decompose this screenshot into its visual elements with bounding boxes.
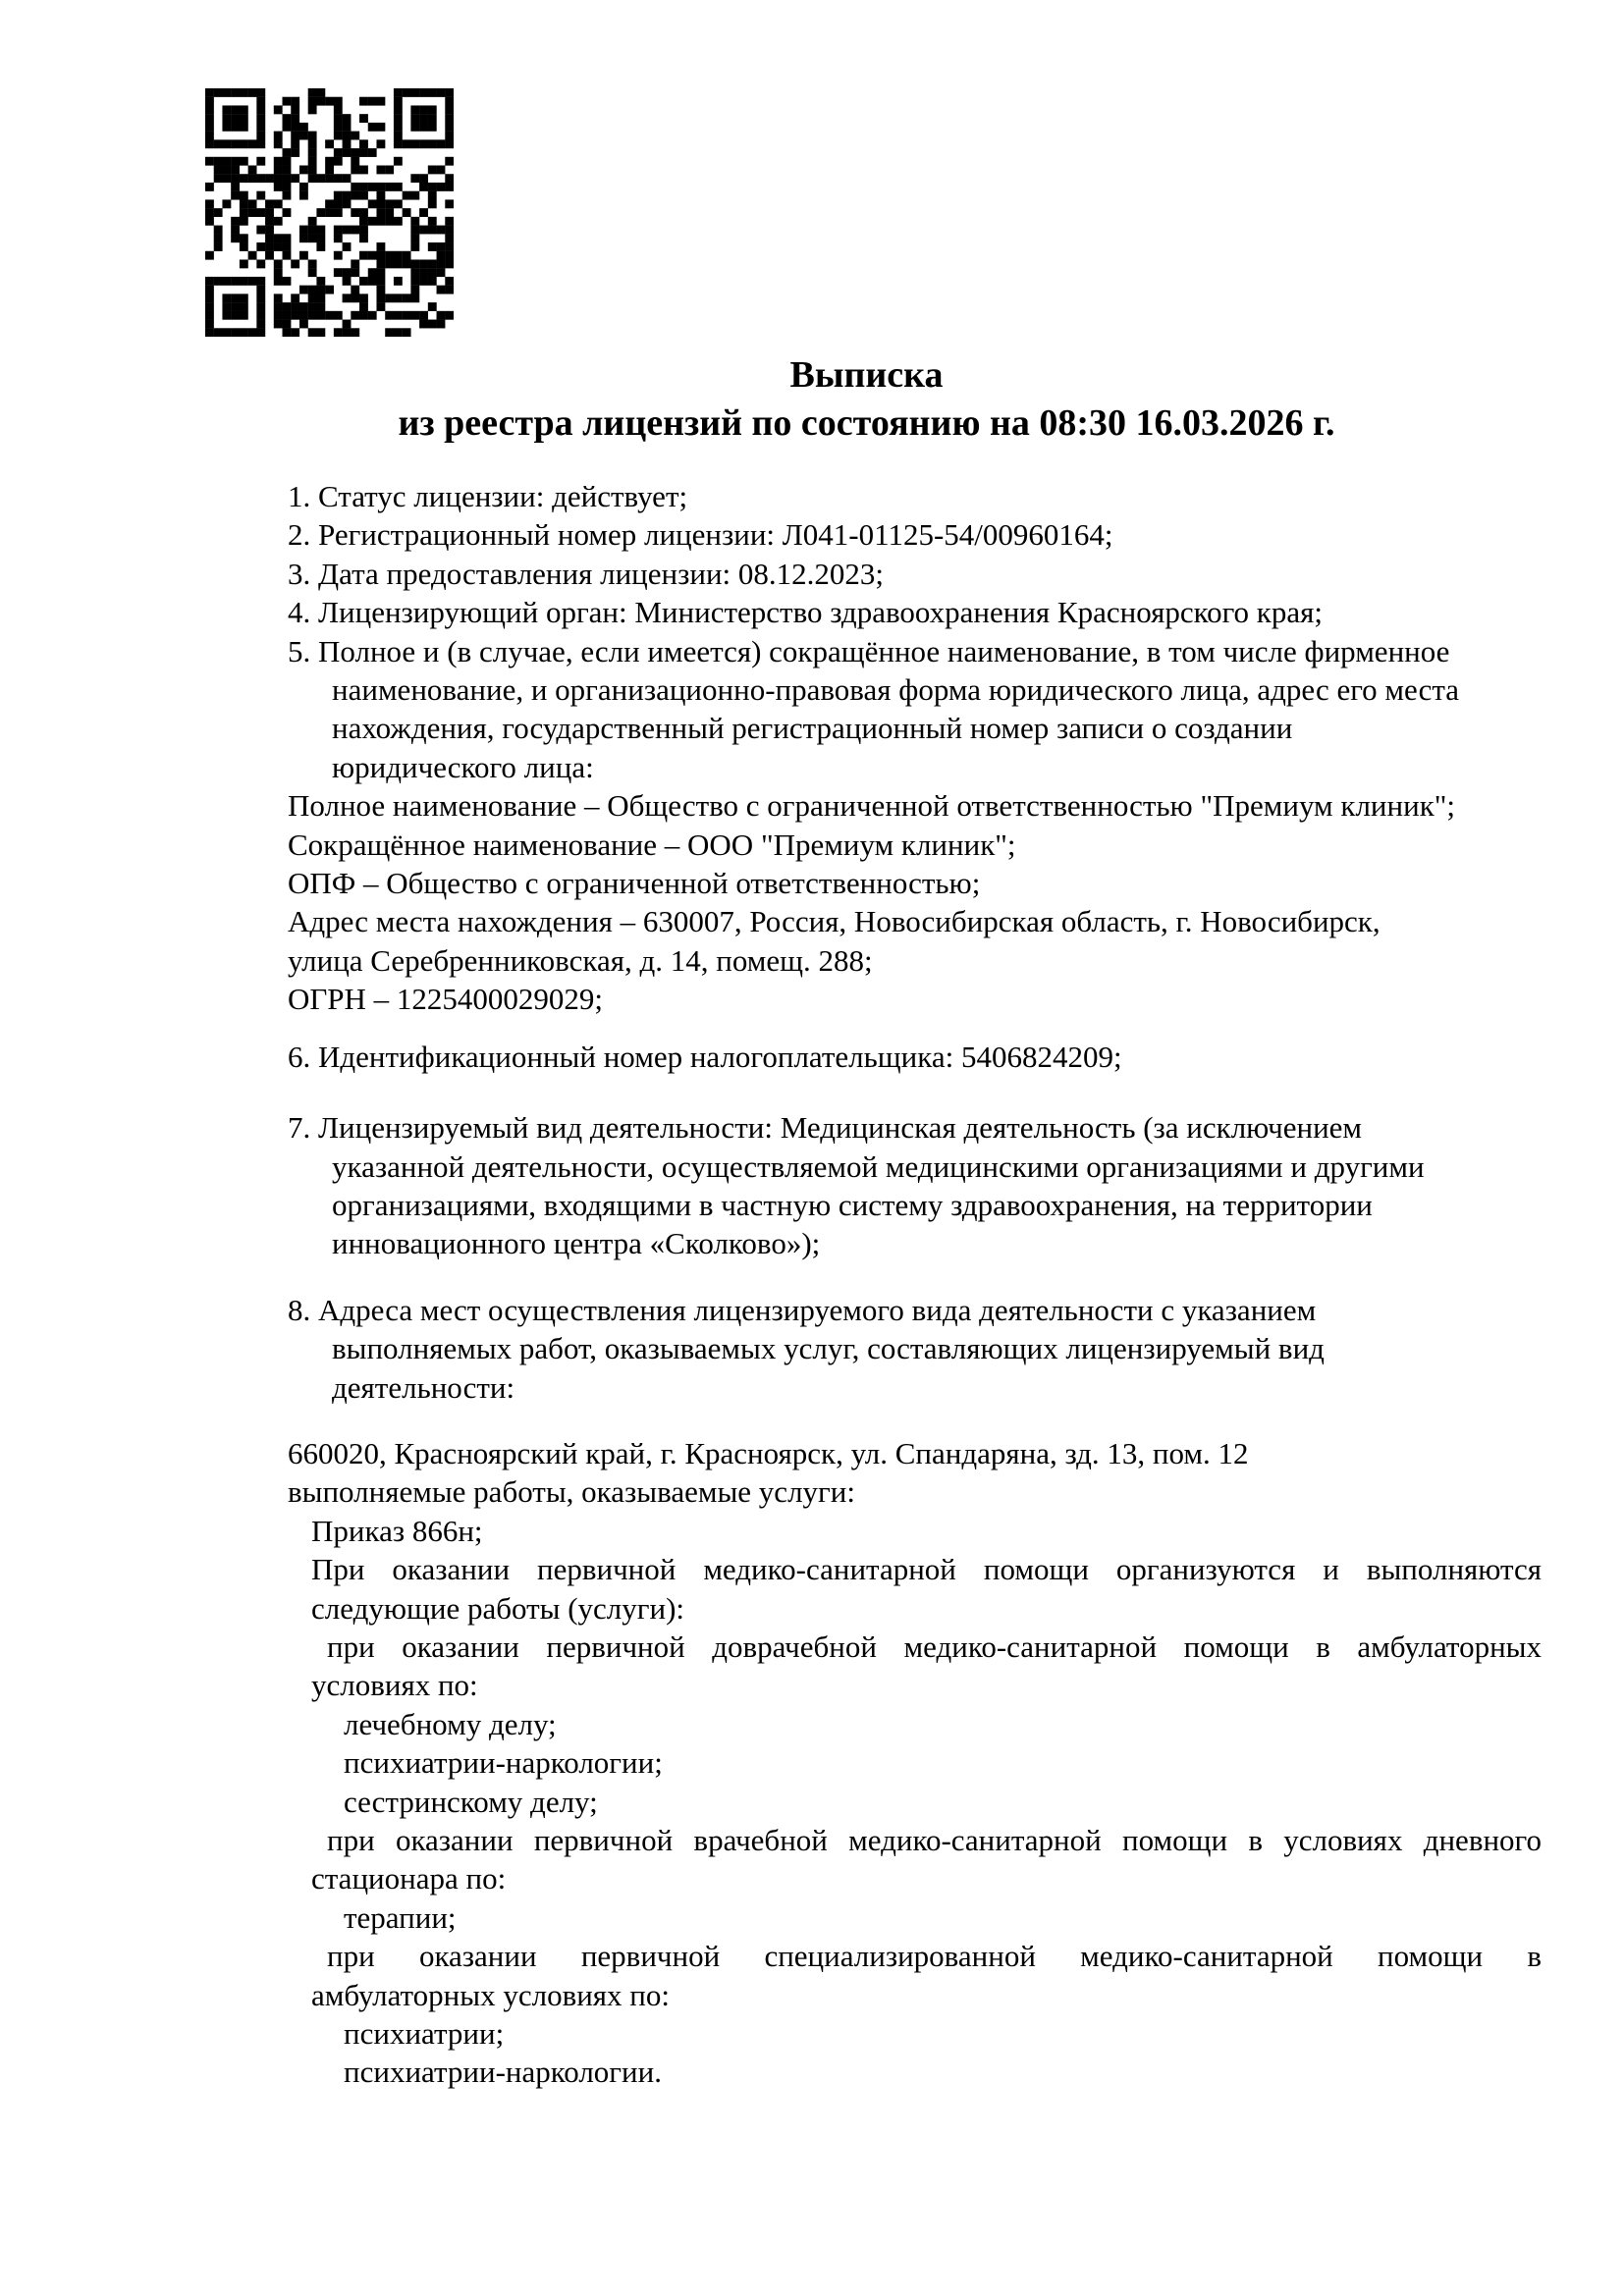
org-name-clause-line: юридического лица: — [332, 749, 594, 784]
service-detail-line: при оказании первичной доврачебной медико-санитарной помощи в амбулаторных — [327, 1629, 1542, 1664]
licensing-authority-line: 4. Лицензирующий орган: Министерство здравоохранения Красноярского края; — [288, 595, 1323, 630]
licensed-activity-line: 7. Лицензируемый вид деятельности: Медицинская деятельность (за исключением — [288, 1110, 1363, 1146]
legal-address-line: улица Серебренниковская, д. 14, помещ. 288; — [288, 942, 873, 978]
inn-line: 6. Идентификационный номер налогоплательщика: 5406824209; — [288, 1039, 1122, 1074]
license-reg-number-line: 2. Регистрационный номер лицензии: Л041-01125-54/00960164; — [288, 517, 1113, 553]
service-detail-line: При оказании первичной медико-санитарной помощи организуются и выполняются — [311, 1552, 1542, 1587]
document-content — [191, 351, 1542, 2092]
service-detail-line: стационара по: — [311, 1861, 507, 1896]
licensed-activity-line: указанной деятельности, осуществляемой медицинскими организациями и другими — [332, 1148, 1425, 1184]
service-detail-line: следующие работы (услуги): — [311, 1590, 685, 1626]
service-item-line: психиатрии-наркологии. — [344, 2055, 662, 2090]
legal-address-line: Адрес места нахождения – 630007, Россия, Новосибирская область, г. Новосибирск, — [288, 904, 1380, 939]
service-detail-line: при оказании первичной специализированной медико-санитарной помощи в — [327, 1939, 1542, 1974]
document-title — [191, 351, 1542, 448]
service-item-line: сестринскому делу; — [344, 1784, 598, 1819]
service-detail-line: амбулаторных условиях по: — [311, 1977, 671, 2012]
activity-addresses-clause-line: деятельности: — [332, 1369, 515, 1405]
ogrn-line: ОГРН – 1225400029029; — [288, 982, 604, 1017]
title-line-2: из реестра лицензий по состоянию на 08:30 16.03.2026 г. — [398, 402, 1335, 444]
order-866n-line: Приказ 866н; — [311, 1513, 483, 1548]
full-name-line: Полное наименование – Общество с ограниченной ответственностью "Премиум клиник"; — [288, 788, 1456, 824]
title-line-1: Выписка — [789, 354, 944, 396]
licensed-activity-line: инновационного центра «Сколково»); — [332, 1226, 821, 1261]
service-detail-line: при оказании первичной врачебной медико-санитарной помощи в условиях дневного — [327, 1823, 1542, 1857]
licensed-activity-line: организациями, входящими в частную систему здравоохранения, на территории — [332, 1187, 1373, 1222]
service-detail-line: условиях по: — [311, 1668, 478, 1703]
short-name-line: Сокращённое наименование – ООО "Премиум клиник"; — [288, 827, 1016, 862]
activity-addresses-clause-line: выполняемых работ, оказываемых услуг, составляющих лицензируемый вид — [332, 1331, 1325, 1366]
org-name-clause-line: наименование, и организационно-правовая форма юридического лица, адрес его места — [332, 672, 1460, 708]
org-name-clause-line: 5. Полное и (в случае, если имеется) сокращённое наименование, в том числе фирменное — [288, 633, 1450, 668]
activity-addresses-clause-line: 8. Адреса мест осуществления лицензируемого вида деятельности с указанием — [288, 1292, 1317, 1327]
license-grant-date-line: 3. Дата предоставления лицензии: 08.12.2023; — [288, 556, 885, 591]
service-item-line: психиатрии; — [344, 2016, 505, 2052]
service-item-line: лечебному делу; — [344, 1706, 557, 1741]
works-services-heading-line: выполняемые работы, оказываемые услуги: — [288, 1474, 855, 1510]
document-body — [191, 477, 1542, 2092]
activity-address-line: 660020, Красноярский край, г. Красноярск, ул. Спандаряна, зд. 13, пом. 12 — [288, 1435, 1249, 1470]
license-status-line: 1. Статус лицензии: действует; — [288, 479, 688, 513]
opf-line: ОПФ – Общество с ограниченной ответственностью; — [288, 866, 981, 901]
org-name-clause-line: нахождения, государственный регистрационный номер записи о создании — [332, 711, 1293, 746]
service-item-line: психиатрии-наркологии; — [344, 1745, 663, 1781]
service-item-line: терапии; — [344, 1899, 457, 1935]
qr-code-icon — [205, 88, 454, 337]
